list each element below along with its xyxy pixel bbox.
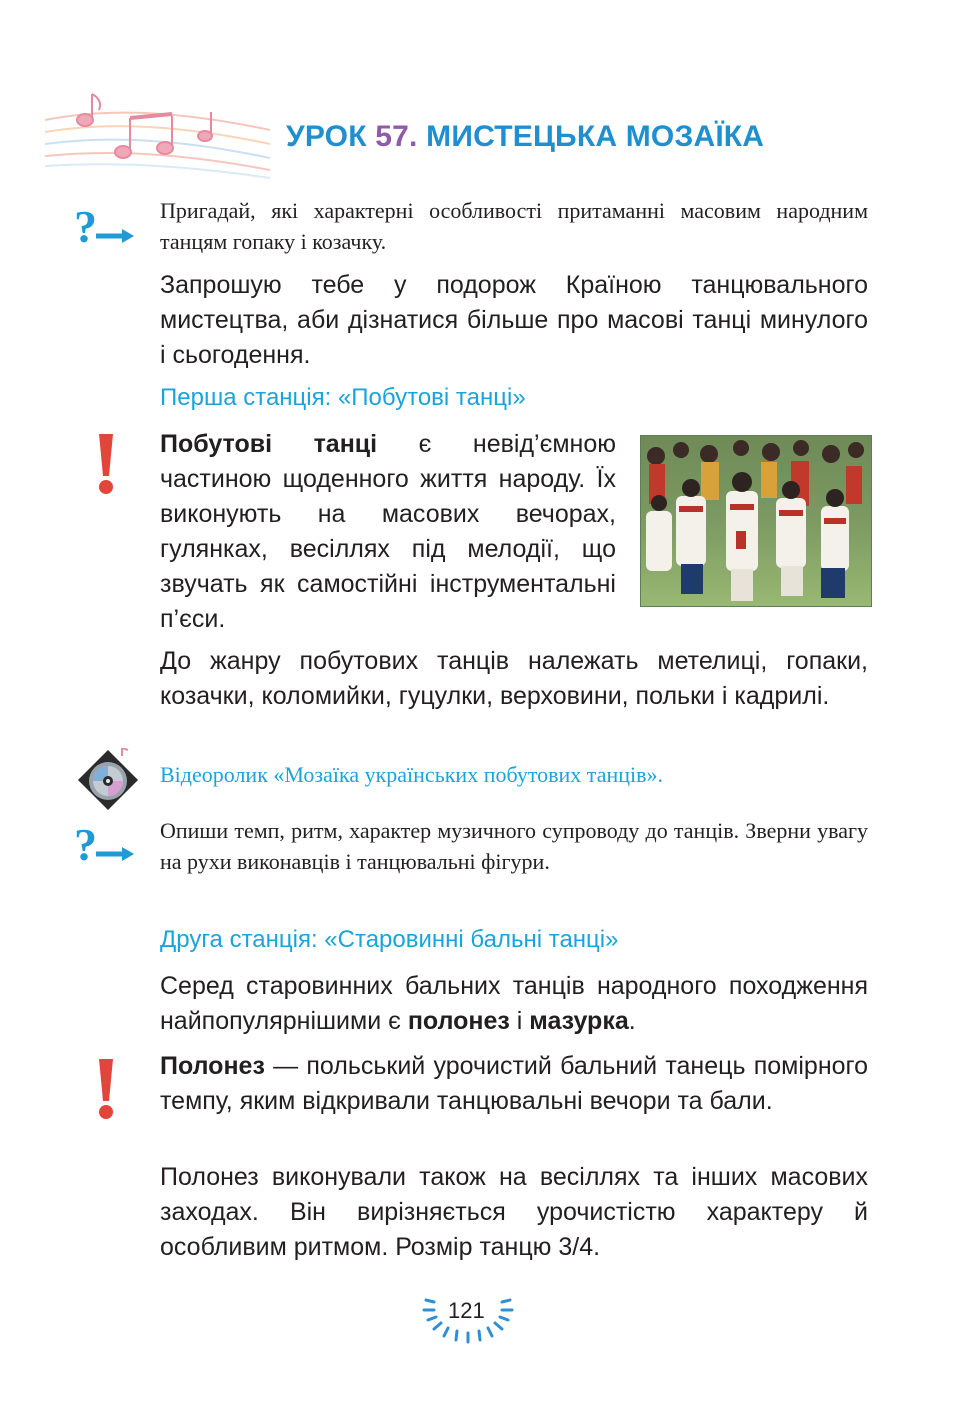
ballroom-conjunction: і [509,1007,530,1035]
exclamation-icon [94,1057,118,1121]
genre-paragraph: До жанру побутових танців належать метелиці, гопаки, козачки, коломийки, гуцулки, верховини, польки і кадрилі. [160,647,868,710]
fact-1-term: Побутові танці [160,430,378,458]
svg-text:?: ? [74,819,97,866]
station-1-title: Перша станція: «Побутові танці» [160,384,526,411]
lesson-name: МИСТЕЦЬКА МОЗАЇКА [426,120,765,153]
fact-1-definition: є невід’ємною частиною щоденного життя народу. Їх виконують на масових вечорах, гулянках, весіллях під мелодії, що звучать як самостійні інструментальні п’єси. [160,430,616,633]
folk-dance-photo [640,435,872,607]
question-arrow-icon [74,818,136,866]
svg-text:?: ? [74,201,97,248]
question-2-text: Опиши темп, ритм, характер музичного супроводу до танців. Зверни увагу на рухи виконавців і танцювальні фігури. [160,818,868,874]
question-arrow-icon [74,200,136,248]
ballroom-paragraph [160,969,868,1039]
music-notes-icon [45,90,270,180]
video-link[interactable]: Відеоролик «Мозаїка українських побутових танців». [160,762,664,787]
station-2-title: Друга станція: «Старовинні бальні танці» [160,926,619,953]
fact-2-definition: — польський урочистий бальний танець помірного темпу, яким відкривали танцювальні вечори та бали. [160,1052,868,1115]
lesson-prefix: УРОК [286,120,367,153]
fact-2-term: Полонез [160,1052,265,1080]
ballroom-term-mazurka: мазурка [529,1007,629,1035]
lesson-title [286,120,764,154]
fact-2-text [160,1049,868,1119]
exclamation-icon [94,432,118,496]
page-number: 121 [448,1298,485,1323]
question-1-text: Пригадай, які характерні особливості притаманні масовим народним танцям гопаку і козачку. [160,198,868,254]
video-disc-icon [76,748,140,812]
ballroom-period: . [628,1007,636,1035]
lesson-number: 57. [375,120,418,153]
fact-1-text [160,427,616,637]
ballroom-term-polonaise: полонез [407,1007,510,1035]
ballroom-text: Серед старовинних бальних танців народного походження найпопулярнішими є [160,972,868,1035]
intro-paragraph: Запрошую тебе у подорож Країною танцювального мистецтва, аби дізнатися більше про масові танці минулого і сьогодення. [160,271,868,369]
polonaise-paragraph: Полонез виконували також на весіллях та інших масових заходах. Він вирізняється урочистістю характеру й особливим ритмом. Розмір танцю 3/4. [160,1163,868,1261]
